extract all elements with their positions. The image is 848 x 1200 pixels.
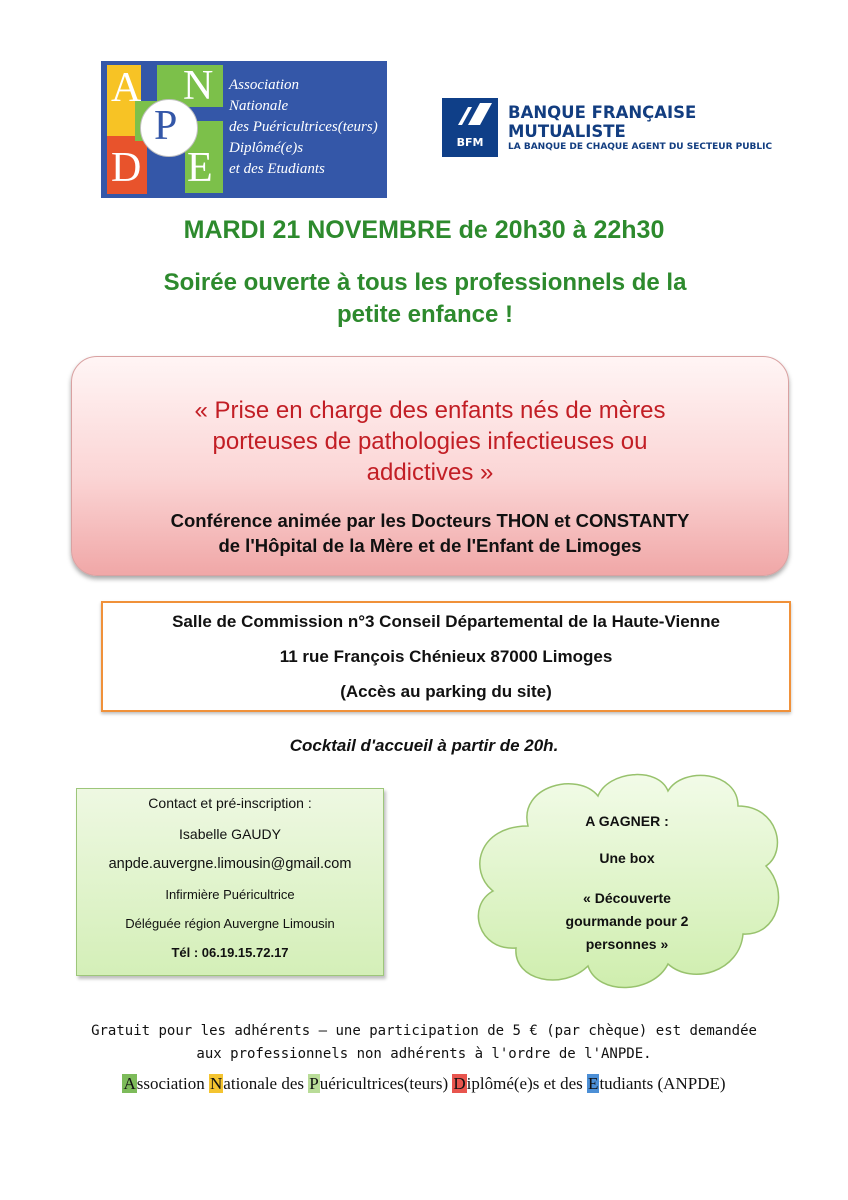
bfm-emblem — [442, 98, 498, 157]
assoc-word — [209, 1074, 308, 1093]
venue-address: 11 rue François Chénieux 87000 Limoges — [279, 647, 613, 666]
prize-description — [482, 887, 772, 956]
assoc-initial: P — [309, 1074, 319, 1093]
logo-letter-d: D — [111, 145, 142, 191]
prize-cloud — [468, 766, 790, 998]
assoc-rest: iplômé(e)s et des — [466, 1074, 588, 1093]
logo-letter-n: N — [183, 63, 214, 109]
pricing-note-line: aux professionnels non adhérents à l'ordre de l'ANPDE. — [196, 1046, 652, 1062]
cocktail-notice: Cocktail d'accueil à partir de 20h. — [289, 736, 559, 755]
contact-name: Isabelle GAUDY — [179, 826, 281, 842]
venue-parking: (Accès au parking du site) — [340, 682, 552, 701]
assoc-initial: E — [588, 1074, 599, 1093]
bfm-stripes-icon — [458, 103, 492, 125]
conference-title-line: porteuses de pathologies infectieuses ou — [212, 428, 648, 455]
contact-email[interactable]: anpde.auvergne.limousin@gmail.com — [108, 856, 352, 872]
assoc-word — [587, 1074, 725, 1093]
prize-heading: A GAGNER : — [585, 813, 669, 829]
logo-text-line: Nationale — [229, 98, 289, 114]
logo-letter-p: P — [154, 103, 178, 149]
subtitle-line: petite enfance ! — [336, 301, 514, 328]
contact-phone: Tél : 06.19.15.72.17 — [171, 945, 289, 960]
contact-box — [76, 788, 384, 976]
association-full-name — [0, 1074, 848, 1094]
contact-heading: Contact et pré-inscription : — [148, 795, 312, 811]
logo-association-name — [229, 75, 378, 180]
assoc-rest: tudiants (ANPDE) — [599, 1074, 726, 1093]
prize-desc-line: « Découverte — [583, 890, 671, 906]
bfm-tagline: LA BANQUE DE CHAQUE AGENT DU SECTEUR PUBLIC — [508, 142, 773, 152]
event-date: MARDI 21 NOVEMBRE de 20h30 à 22h30 — [183, 216, 665, 244]
bfm-logo — [442, 98, 792, 158]
logo-text-line: des Puéricultrices(teurs) — [229, 119, 378, 135]
prize-item: Une box — [599, 850, 655, 866]
bfm-name-line: BANQUE FRANÇAISE — [508, 103, 697, 122]
contact-region: Déléguée région Auvergne Limousin — [125, 916, 335, 931]
assoc-initial: D — [453, 1074, 466, 1093]
pricing-note — [60, 1020, 788, 1066]
assoc-initial: N — [210, 1074, 223, 1093]
assoc-word — [122, 1074, 209, 1093]
logo-text-line: Diplômé(e)s — [229, 140, 304, 156]
conference-speakers — [82, 508, 778, 558]
prize-desc-line: personnes » — [585, 936, 669, 952]
assoc-rest: ssociation — [136, 1074, 210, 1093]
logo-letter-a: A — [111, 65, 142, 111]
conference-title — [102, 395, 758, 488]
venue-box — [101, 601, 791, 712]
assoc-rest: uéricultrices(teurs) — [319, 1074, 453, 1093]
conference-title-line: « Prise en charge des enfants nés de mères — [194, 397, 666, 424]
assoc-word — [308, 1074, 452, 1093]
assoc-word — [452, 1074, 587, 1093]
logo-text-line: et des Etudiants — [229, 161, 325, 177]
assoc-initial: A — [123, 1074, 136, 1093]
event-subtitle — [60, 267, 790, 331]
subtitle-line: Soirée ouverte à tous les professionnels de la — [163, 269, 687, 296]
logo-letter-e: E — [187, 145, 213, 191]
speakers-line: Conférence animée par les Docteurs THON et CONSTANTY — [170, 510, 690, 531]
bfm-bank-name — [508, 103, 696, 141]
conference-box — [71, 356, 789, 576]
speakers-line: de l'Hôpital de la Mère et de l'Enfant de Limoges — [218, 535, 642, 556]
anpde-logo — [101, 61, 387, 198]
assoc-rest: ationale des — [223, 1074, 309, 1093]
bfm-abbr: BFM — [456, 136, 484, 149]
venue-room: Salle de Commission n°3 Conseil Départemental de la Haute-Vienne — [172, 612, 720, 631]
conference-title-line: addictives » — [366, 459, 494, 486]
bfm-name-line: MUTUALISTE — [508, 122, 626, 141]
pricing-note-line: Gratuit pour les adhérents – une participation de 5 € (par chèque) est demandée — [91, 1023, 757, 1039]
prize-desc-line: gourmande pour 2 — [565, 913, 689, 929]
contact-role: Infirmière Puéricultrice — [165, 887, 295, 902]
logo-text-line: Association — [229, 77, 299, 93]
